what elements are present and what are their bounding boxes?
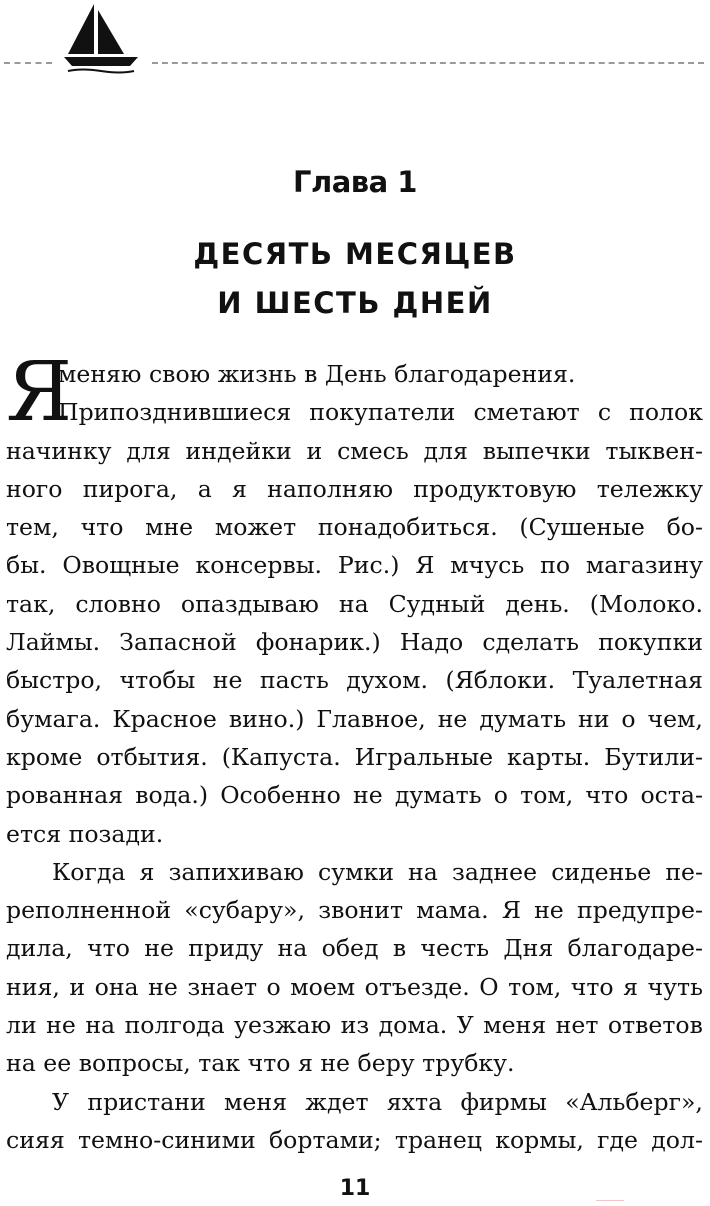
word: О [479,972,499,1001]
word: она [94,972,139,1001]
word: бы. [6,551,47,580]
word: из [340,1011,370,1040]
word: продуктовую [413,474,577,503]
word: ния, [6,972,60,1001]
word: кормы, [495,1125,584,1154]
word: полгода [124,1011,225,1040]
word: приду [188,934,264,963]
word: что [80,513,124,542]
word: на [338,589,369,618]
word: выпечки [482,436,591,465]
text-line [6,393,703,431]
word: реполненной [6,896,172,925]
text-line [6,585,703,623]
word: Дня [503,934,554,963]
word: ного [6,474,63,503]
text-line: ется позади. [6,819,164,848]
word: Бутили- [604,742,703,771]
text-line [6,470,703,508]
chapter-title-line: ДЕСЯТЬ МЕСЯЦЕВ [193,237,517,271]
text-line [6,1006,703,1044]
word: в [392,934,407,963]
word: я [623,972,639,1001]
word: что [87,934,130,963]
word: мама. [416,896,489,925]
word: сумки [318,857,394,886]
text-line [6,623,703,661]
word: У [52,1087,70,1116]
word: не [212,666,243,695]
word: Красное [112,704,217,733]
word: Надо [399,628,464,657]
word: меня [483,1011,547,1040]
word: Особенно [220,781,341,810]
word: Запасной [119,628,237,657]
word: смесь [337,436,409,465]
word: сиденье [551,857,652,886]
word: а [197,474,212,503]
word: пе- [665,857,703,886]
word: меня [224,1087,287,1116]
word: том, [508,972,562,1001]
word: «субару», [184,896,305,925]
word: что [585,781,629,810]
text-line [6,508,703,546]
word: так, [6,589,56,618]
word: тележку [596,474,703,503]
word: Судный [388,589,486,618]
word: где [597,1125,639,1154]
word: Когда [52,857,126,886]
word: (Сушеные [519,513,645,542]
word: темно-синими [77,1125,256,1154]
word: Главное, [316,704,426,733]
word: рованная [6,781,124,810]
word: знает [187,972,258,1001]
word: ли [6,1011,37,1040]
word: чуть [647,972,703,1001]
word: для [423,436,468,465]
word: не [148,972,178,1001]
page-header [0,0,710,90]
page-number: 11 [339,1176,371,1201]
word: я [232,474,247,503]
word: Игральные [354,742,494,771]
word: Я [501,896,521,925]
word: о [266,972,281,1001]
word: У [456,1011,474,1040]
word: может [214,513,297,542]
word: с [597,398,612,427]
word: Овощные [62,551,180,580]
word: дол- [651,1125,703,1154]
word: вода.) [135,781,209,810]
chapter-heading: Глава 1 [293,165,417,199]
word: не [534,896,564,925]
print-mark [596,1200,624,1201]
word: для [126,436,171,465]
word: не [144,934,174,963]
word: день. [505,589,570,618]
word: «Альберг», [565,1087,703,1116]
word: заднее [451,857,538,886]
word: пристани [87,1087,206,1116]
word: нет [555,1011,599,1040]
dashed-rule-left [4,62,52,64]
word: дила, [6,934,73,963]
word: сияя [6,1125,65,1154]
drop-cap: Я [6,345,73,440]
word: понадобиться. [317,513,498,542]
text-line [6,853,703,891]
text-line [6,738,703,776]
word: отъезде. [364,972,470,1001]
word: не [352,781,383,810]
text-line [6,661,703,699]
word: консервы. [195,551,323,580]
word: обед [321,934,379,963]
text-line [6,1083,703,1121]
dashed-rule-right [152,62,704,64]
word: фонарик.) [255,628,381,657]
word: ни [577,704,610,733]
word: фирмы [460,1087,547,1116]
chapter-title-line: И ШЕСТЬ ДНЕЙ [217,286,493,320]
text-line [6,929,703,967]
word: Туалетная [572,666,703,695]
chapter-title [0,230,710,328]
word: покупатели [309,398,456,427]
word: и [69,972,86,1001]
word: что [570,972,614,1001]
text-line [6,700,703,738]
word: о [621,704,636,733]
word: ждет [305,1087,369,1116]
word: опаздываю [180,589,319,618]
word: полок [629,398,703,427]
word: по [540,551,571,580]
word: кроме [6,742,83,771]
text-line [6,776,703,814]
word: духом. [346,666,429,695]
word: Рис.) [337,551,400,580]
word: индейки [185,436,292,465]
word: моем [290,972,356,1001]
word: на [277,934,308,963]
word: честь [420,934,490,963]
word: Я [415,551,435,580]
word: сметают [473,398,580,427]
text-line [6,968,703,1006]
word: (Яблоки. [445,666,556,695]
word: транец [394,1125,482,1154]
word: оста- [640,781,703,810]
word: чтобы [119,666,196,695]
word: наполняю [267,474,394,503]
word: на [408,857,438,886]
word: начинку [6,436,112,465]
word: тыквен- [605,436,703,465]
word: том, [520,781,574,810]
word: чем, [647,704,703,733]
word: тем, [6,513,59,542]
word: сделать [482,628,580,657]
word: пирога, [82,474,178,503]
word: карты. [507,742,591,771]
word: бо- [666,513,703,542]
word: быстро, [6,666,103,695]
word: благодаре- [567,934,703,963]
word: покупки [598,628,703,657]
word: не [437,704,468,733]
word: я [139,857,155,886]
word: магазину [585,551,703,580]
text-line [6,546,703,584]
word: предупре- [576,896,703,925]
word: думать [479,704,567,733]
text-line [6,432,703,470]
text-line [6,891,703,929]
word: Лаймы. [6,628,101,657]
sailboat-icon [62,2,140,74]
word: уезжаю [234,1011,332,1040]
word: дома. [378,1011,448,1040]
word: словно [75,589,161,618]
word: не [46,1011,76,1040]
word: мне [145,513,194,542]
word: Припозднившиеся [58,398,292,427]
word: думать [394,781,482,810]
word: запихиваю [168,857,304,886]
word: бортами; [268,1125,382,1154]
word: мчусь [450,551,525,580]
word: и [306,436,323,465]
word: яхта [386,1087,443,1116]
text-line: меняю свою жизнь в День благодарения. [58,360,576,388]
word: отбытия. [96,742,208,771]
word: (Молоко. [589,589,703,618]
word: вино.) [228,704,305,733]
word: ответов [607,1011,703,1040]
text-line: на ее вопросы, так что я не беру трубку. [6,1049,515,1078]
text-line [6,1121,703,1159]
word: звонит [318,896,404,925]
word: на [85,1011,116,1040]
word: бумага. [6,704,101,733]
body-text [6,345,703,1159]
word: о [493,781,508,810]
word: (Капуста. [221,742,341,771]
word: пасть [259,666,329,695]
